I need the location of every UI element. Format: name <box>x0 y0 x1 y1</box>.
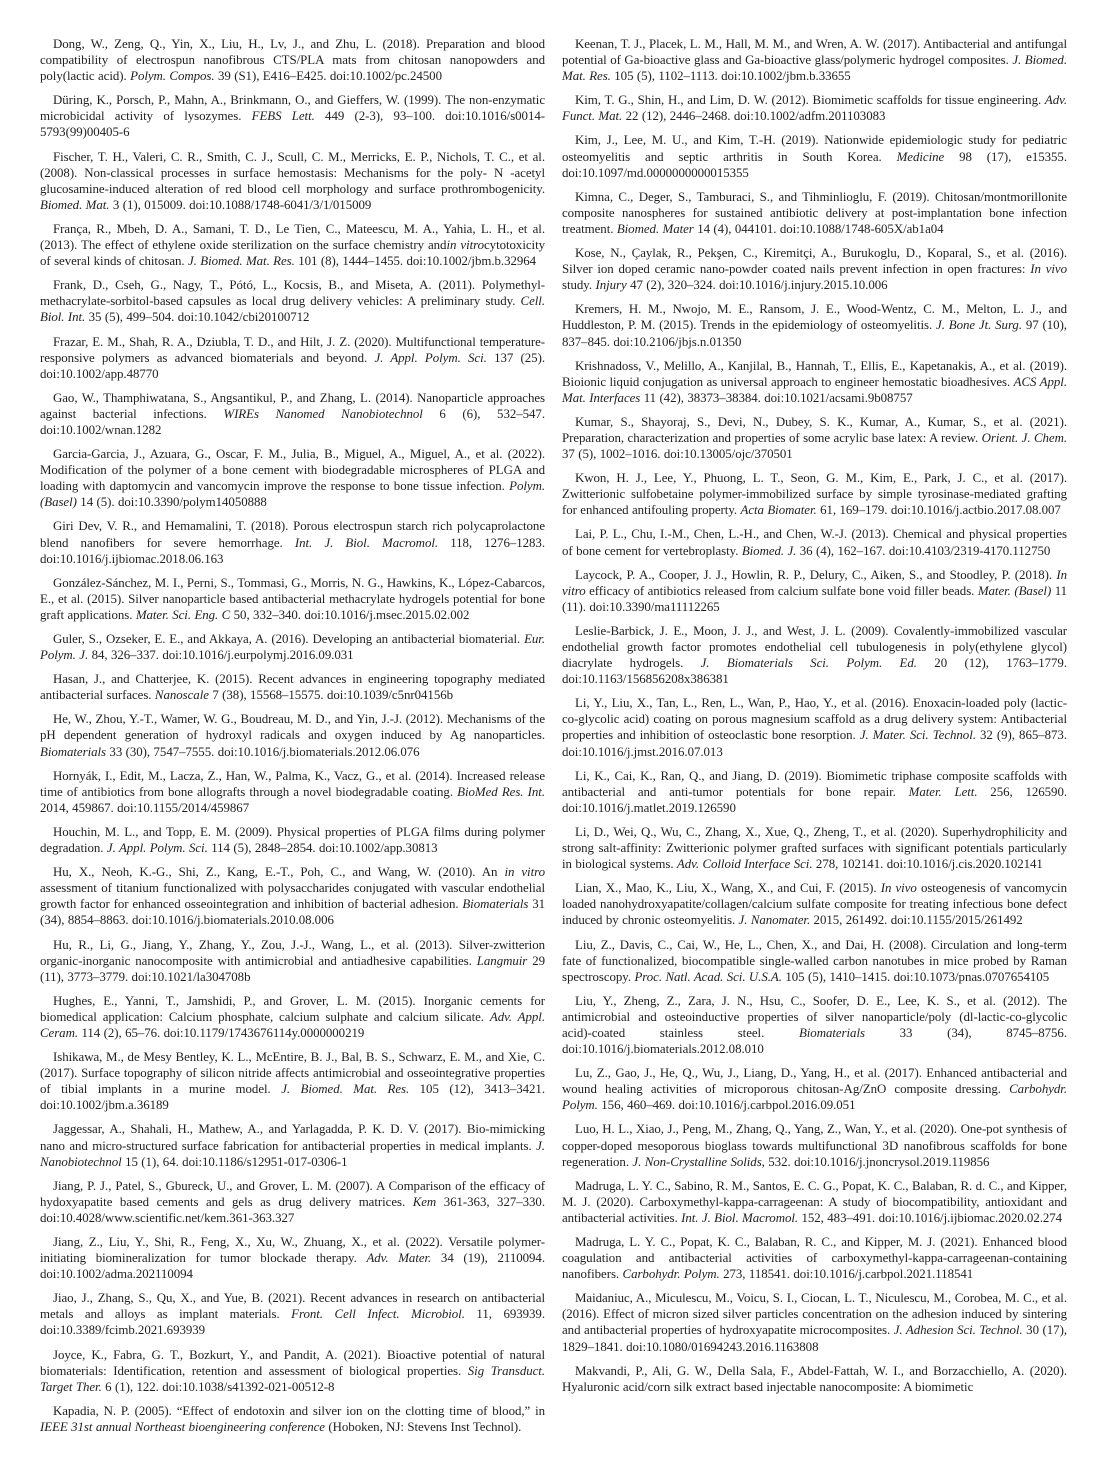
reference-entry <box>562 526 1067 558</box>
reference-entry <box>562 1178 1067 1226</box>
reference-text: Kumar, S., Shayoraj, S., Devi, N., Dubey, S. K., Kumar, A., Kumar, S., et al. (2021). Preparation, characterization and properties of some acrylic base latex: A review. <box>562 414 1067 445</box>
reference-text: Jiang, Z., Liu, Y., Shi, R., Feng, X., Xu, W., Zhuang, X., et al. (2022). Versatile polymer-initiating biomineralization for tumor blockade therapy. <box>40 1235 545 1266</box>
reference-text: Lu, Z., Gao, J., He, Q., Wu, J., Liang, D., Yang, H., et al. (2017). Enhanced antibacterial and wound healing activities of microporous chitosan-Ag/ZnO composite dressing. <box>562 1066 1067 1097</box>
reference-entry <box>562 567 1067 615</box>
reference-text: 7 (38), 15568–15575. doi:10.1039/c5nr04156b <box>208 688 454 703</box>
reference-italic-text: IEEE 31st annual Northeast bioengineering conference <box>40 1419 325 1434</box>
reference-italic-text: Orient. J. Chem. <box>981 430 1068 445</box>
reference-text: Kim, T. G., Shin, H., and Lim, D. W. (2012). Biomimetic scaffolds for tissue engineering. <box>575 93 1045 108</box>
reference-italic-text: ACS Appl. Mat. Interfaces <box>562 374 1067 405</box>
reference-text: 33 (30), 7547–7555. doi:10.1016/j.biomaterials.2012.06.076 <box>106 744 420 759</box>
reference-entry <box>40 1121 545 1169</box>
reference-text: 361-363, 327–330. doi:10.4028/www.scientific.net/kem.361-363.327 <box>40 1194 545 1225</box>
reference-entry <box>40 149 545 213</box>
reference-text: 34 (19), 2110094. doi:10.1002/adma.202110094 <box>40 1251 545 1282</box>
reference-italic-text: Biomed. Mat. <box>40 197 110 212</box>
reference-entry <box>562 189 1067 237</box>
reference-entry <box>562 1234 1067 1282</box>
reference-text: Jaggessar, A., Shahali, H., Mathew, A., and Yarlagadda, P. K. D. V. (2017). Bio-mimicking nano and micro-structured surface fabrication for antibacterial properties in medical implants. <box>40 1122 545 1153</box>
reference-text: 2014, 459867. doi:10.1155/2014/459867 <box>40 800 250 815</box>
reference-italic-text: Medicine <box>896 149 945 164</box>
reference-entry <box>40 711 545 759</box>
reference-text: Ishikawa, M., de Mesy Bentley, K. L., McEntire, B. J., Bal, B. S., Schwarz, E. M., and Xie, C. (2017). Surface topography of silicon nitride affects antimicrobial and osseointegrative properties of tibial implants in a murine model. <box>40 1050 545 1097</box>
reference-italic-text: Biomaterials <box>462 897 529 912</box>
reference-italic-text: Mater. Sci. Eng. C <box>135 607 231 622</box>
reference-text: Hughes, E., Yanni, T., Jamshidi, P., and Grover, L. M. (2015). Inorganic cements for biomedical application: Calcium phosphate, calcium sulphate and calcium silicate. <box>40 993 545 1024</box>
reference-entry <box>562 132 1067 180</box>
reference-text: 20 (12), 1763–1779. doi:10.1163/156856208x386381 <box>562 656 1067 687</box>
reference-text: 6 (1), 122. doi:10.1038/s41392-021-00512-8 <box>101 1379 335 1394</box>
reference-italic-text: Mater. Lett. <box>908 784 978 799</box>
reference-entry <box>40 277 545 325</box>
reference-text: 31 (34), 8854–8863. doi:10.1016/j.biomaterials.2010.08.006 <box>40 897 545 928</box>
reference-italic-text: Int. J. Biol. Macromol. <box>681 1210 799 1225</box>
reference-entry <box>40 864 545 928</box>
reference-text: Liu, Z., Davis, C., Cai, W., He, L., Chen, X., and Dai, H. (2008). Circulation and long-term fate of functionalized, biocompatible single-walled carbon nanotubes in mice probed by Raman spectroscopy. <box>562 937 1067 984</box>
reference-text: Laycock, P. A., Cooper, J. J., Howlin, R. P., Delury, C., Aiken, S., and Stoodley, P. (2018). <box>575 567 1057 582</box>
reference-text: Joyce, K., Fabra, G. T., Bozkurt, Y., and Pandit, A. (2021). Bioactive potential of natural biomaterials: Identification, retention and assessment of biological properties. <box>40 1347 545 1378</box>
reference-italic-text: Polym. Compos. <box>130 69 215 84</box>
reference-italic-text: Eur. Polym. J. <box>40 632 545 663</box>
reference-text: Kwon, H. J., Lee, Y., Phuong, L. T., Seon, G. M., Kim, E., Park, J. C., et al. (2017). Zwitterionic sulfobetaine polymer-immobilized surface by simple tyrosinase-mediated grafting for enhanced antifouling property. <box>562 471 1067 518</box>
reference-text: Lai, P. L., Chu, I.-M., Chen, L.-H., and Chen, W.-J. (2013). Chemical and physical properties of bone cement for vertebroplasty. <box>562 527 1067 558</box>
reference-text: 22 (12), 2446–2468. doi:10.1002/adfm.201103083 <box>622 109 886 124</box>
reference-text: study. <box>562 278 596 293</box>
reference-text: (Hoboken, NJ: Stevens Inst Technol). <box>324 1419 522 1434</box>
reference-text: Kimna, C., Deger, S., Tamburaci, S., and Tihminlioglu, F. (2019). Chitosan/montmorillonite composite nanospheres for sustained antibiotic delivery at post-implantation bone infection treatment. <box>562 189 1067 236</box>
reference-text: 33 (34), 8745–8756. doi:10.1016/j.biomaterials.2012.08.010 <box>562 1025 1067 1057</box>
reference-text: 97 (10), 837–845. doi:10.2106/jbjs.n.01350 <box>562 318 1067 349</box>
reference-italic-text: BioMed Res. Int. <box>457 784 545 799</box>
reference-italic-text: Polym. (Basel) <box>40 479 545 510</box>
reference-text: Kim, J., Lee, M. U., and Kim, T.-H. (2019). Nationwide epidemiologic study for pediatric osteomyelitis and septic arthritis in South Korea. <box>562 133 1067 164</box>
reference-italic-text: Mater. (Basel) <box>977 583 1052 598</box>
reference-text: Makvandi, P., Ali, G. W., Della Sala, F., Abdel-Fattah, W. I., and Borzacchiello, A. (2020). Hyaluronic acid/corn silk extract based injectable nanocomposite: A biomimetic <box>562 1363 1067 1394</box>
reference-text: 84, 326–337. doi:10.1016/j.eurpolymj.2016.09.031 <box>88 648 354 663</box>
reference-text: 152, 483–491. doi:10.1016/j.ijbiomac.2020.02.274 <box>798 1210 1063 1225</box>
reference-italic-text: Carbohydr. Polym. <box>622 1267 720 1282</box>
reference-text: 47 (2), 320–324. doi:10.1016/j.injury.2015.10.006 <box>626 278 888 293</box>
reference-entry <box>40 631 545 663</box>
reference-italic-text: in vitro <box>446 238 485 253</box>
reference-entry <box>40 1290 545 1338</box>
reference-text: 37 (5), 1002–1016. doi:10.13005/ojc/370501 <box>562 447 793 462</box>
reference-entry <box>562 358 1067 406</box>
reference-text: 6 (6), 532–547. doi:10.1002/wnan.1282 <box>40 406 545 437</box>
reference-entry <box>40 390 545 438</box>
reference-entry <box>562 470 1067 518</box>
reference-text: 114 (5), 2848–2854. doi:10.1002/app.30813 <box>207 841 438 856</box>
reference-italic-text: in vitro <box>504 865 545 880</box>
reference-text: Houchin, M. L., and Topp, E. M. (2009). Physical properties of PLGA films during polymer degradation. <box>40 824 545 856</box>
reference-italic-text: Langmuir <box>476 953 528 968</box>
reference-text: 118, 1276–1283. doi:10.1016/j.ijbiomac.2018.06.163 <box>40 535 545 566</box>
reference-text: Hu, R., Li, G., Jiang, Y., Zhang, Y., Zou, J.-J., Wang, L., et al. (2013). Silver-zwitterion organic-inorganic nanocomposite with antimicrobial and antiadhesive capabilities. <box>40 937 545 968</box>
reference-entry <box>562 623 1067 687</box>
reference-entry <box>40 1049 545 1113</box>
reference-entry <box>562 92 1067 124</box>
reference-italic-text: J. Appl. Polym. Sci. <box>374 350 487 365</box>
reference-entry <box>562 695 1067 759</box>
reference-italic-text: Int. J. Biol. Macromol. <box>294 535 439 550</box>
reference-text: 11 (42), 38373–38384. doi:10.1021/acsami.9b08757 <box>640 390 913 405</box>
reference-text: 449 (2-3), 93–100. doi:10.1016/s0014-5793(99)00405-6 <box>40 109 545 140</box>
reference-text: He, W., Zhou, Y.-T., Wamer, W. G., Boudreau, M. D., and Yin, J.-J. (2012). Mechanisms of the pH dependent generation of hydroxyl radicals and oxygen induced by Ag nanoparticles. <box>40 712 545 743</box>
reference-text: Fischer, T. H., Valeri, C. R., Smith, C. J., Scull, C. M., Merricks, E. P., Nichols, T. C., et al. (2008). Non-classical processes in surface hemostasis: Mechanisms for the poly- N -acetyl glucosamine-induced alteration of red blood cell morphology and surface prothrombogenicity. <box>40 149 545 196</box>
reference-italic-text: J. Non-Crystalline Solids <box>632 1154 762 1169</box>
reference-text: Jiao, J., Zhang, S., Qu, X., and Yue, B. (2021). Recent advances in research on antibacterial metals and alloys as implant materials. <box>40 1291 545 1322</box>
reference-entry <box>40 1234 545 1282</box>
reference-italic-text: Cell. Biol. Int. <box>40 294 545 325</box>
reference-italic-text: FEBS Lett. <box>251 109 315 124</box>
reference-text: 105 (5), 1410–1415. doi:10.1073/pnas.0707654105 <box>781 969 1050 984</box>
reference-text: Garcia-Garcia, J., Azuara, G., Oscar, F. M., Julia, B., Miguel, A., Miguel, A., et al. (2022). Modification of the polymer of a bone cement with biodegradable microspheres of PLGA and loading with daptomycin and vancomycin improve the response to bone tissue infection. <box>40 447 545 494</box>
reference-text: Leslie-Barbick, J. E., Moon, J. J., and West, J. L. (2009). Covalently-immobilized vascular endothelial growth factor promotes endothelial cell tubulogenesis in poly(ethylene glycol) diacrylate hydrogels. <box>562 623 1067 671</box>
reference-text: Keenan, T. J., Placek, L. M., Hall, M. M., and Wren, A. W. (2017). Antibacterial and antifungal potential of Ga-bioactive glass and Ga-bioactive glass/polymeric hydrogel composites. <box>562 37 1067 68</box>
reference-italic-text: Adv. Mater. <box>366 1251 432 1266</box>
reference-text: Liu, Y., Zheng, Z., Zara, J. N., Hsu, C., Soofer, D. E., Lee, K. S., et al. (2012). The antimicrobial and osteoinductive properties of silver nanoparticle/poly (dl-lactic-co-glycolic acid)-coated stainless steel. <box>562 993 1067 1040</box>
reference-text: Madruga, L. Y. C., Sabino, R. M., Santos, E. C. G., Popat, K. C., Balaban, R. d. C., and Kipper, M. J. (2020). Carboxymethyl-kappa-carrageenan: A study of biocompatibility, antioxidant and antibacterial activities. <box>562 1178 1067 1225</box>
reference-entry <box>40 993 545 1041</box>
reference-italic-text: J. Mater. Sci. Technol. <box>859 728 976 743</box>
reference-text: Gao, W., Thamphiwatana, S., Angsantikul, P., and Zhang, L. (2014). Nanoparticle approaches against bacterial infections. <box>40 390 545 421</box>
reference-text: 14 (5). doi:10.3390/polym14050888 <box>76 495 267 510</box>
reference-text: 105 (12), 3413–3421. doi:10.1002/jbm.a.36189 <box>40 1082 545 1113</box>
reference-entry <box>562 768 1067 816</box>
reference-text: França, R., Mbeh, D. A., Samani, T. D., Le Tien, C., Mateescu, M. A., Yahia, L. H., et al. (2013). The effect of ethylene oxide sterilization on the surface chemistry and <box>40 221 545 253</box>
reference-italic-text: J. Biomed. Mat. Res. <box>562 53 1067 84</box>
reference-text: Hu, X., Neoh, K.-G., Shi, Z., Kang, E.-T., Poh, C., and Wang, W. (2010). An <box>53 865 505 880</box>
reference-entry <box>40 92 545 140</box>
reference-entry <box>562 993 1067 1057</box>
reference-text: Hornyák, I., Edit, M., Lacza, Z., Han, W., Palma, K., Vacz, G., et al. (2014). Increased release time of antibiotics from bone allografts through a novel biodegradable coating. <box>40 768 545 799</box>
reference-entry <box>40 575 545 623</box>
reference-text: Dong, W., Zeng, Q., Yin, X., Liu, H., Lv, J., and Zhu, L. (2018). Preparation and blood compatibility of electrospun nanofibrous CTS/PLA mats from chitosan nanopowders and poly(lactic acid). <box>40 37 545 84</box>
reference-entry <box>562 937 1067 985</box>
reference-entry <box>40 824 545 856</box>
reference-italic-text: J. Biomed. Mat. Res. <box>188 254 295 269</box>
reference-entry <box>562 414 1067 462</box>
reference-text: 2015, 261492. doi:10.1155/2015/261492 <box>810 913 1023 928</box>
reference-text: 36 (4), 162–167. doi:10.4103/2319-4170.112750 <box>796 543 1051 558</box>
reference-text: Guler, S., Ozseker, E. E., and Akkaya, A. (2016). Developing an antibacterial biomaterial. <box>53 632 525 646</box>
reference-text: 278, 102141. doi:10.1016/j.cis.2020.102141 <box>812 857 1043 872</box>
reference-entry <box>562 824 1067 872</box>
reference-italic-text: Adv. Funct. Mat. <box>562 93 1067 124</box>
reference-text: Maidaniuc, A., Miculescu, M., Voicu, S. I., Ciocan, L. T., Niculescu, M., Corobea, M. C., et al. (2016). Effect of micron sized silver particles concentration on the adhesion induced by sintering and antibacterial properties of hydroxyapatite microcomposites. <box>562 1291 1067 1338</box>
reference-text: 137 (25). doi:10.1002/app.48770 <box>40 350 545 381</box>
reference-entry <box>562 301 1067 349</box>
reference-text: Hasan, J., and Chatterjee, K. (2015). Recent advances in engineering topography mediated antibacterial surfaces. <box>40 672 545 703</box>
reference-text: Jiang, P. J., Patel, S., Gbureck, U., and Grover, L. M. (2007). A Comparison of the efficacy of hydoxyapatite based cements and gels as drug delivery matrices. <box>40 1178 545 1209</box>
reference-italic-text: Adv. Colloid Interface Sci. <box>676 857 813 872</box>
reference-italic-text: Nanoscale <box>154 688 209 703</box>
references-column-left <box>40 36 545 1461</box>
reference-italic-text: J. Bone Jt. Surg. <box>936 318 1022 333</box>
reference-italic-text: J. Nanomater. <box>738 913 811 928</box>
reference-italic-text: Biomed. Mater <box>616 221 694 236</box>
reference-entry <box>562 880 1067 928</box>
reference-text: 32 (9), 865–873. doi:10.1016/j.jmst.2016.07.013 <box>562 728 1067 759</box>
reference-text: , 532. doi:10.1016/j.jnoncrysol.2019.119856 <box>761 1154 990 1169</box>
reference-text: Li, D., Wei, Q., Wu, C., Zhang, X., Xue, Q., Zheng, T., et al. (2020). Superhydrophilicity and strong salt-affinity: Zwitterionic polymer grafted surfaces with significant potentials particularly in biological systems. <box>562 824 1067 872</box>
reference-italic-text: In vitro <box>562 567 1067 598</box>
reference-text: Madruga, L. Y. C., Popat, K. C., Balaban, R. C., and Kipper, M. J. (2021). Enhanced blood coagulation and antibacterial activities of carboxymethyl-kappa-carrageenan-containing nanofibers. <box>562 1235 1067 1282</box>
reference-text: 156, 460–469. doi:10.1016/j.carbpol.2016.09.051 <box>597 1098 856 1113</box>
reference-italic-text: J. Adhesion Sci. Technol. <box>893 1323 1023 1338</box>
reference-italic-text: J. Nanobiotechnol <box>40 1138 545 1169</box>
reference-entry <box>40 334 545 382</box>
reference-italic-text: J. Biomed. Mat. Res. <box>281 1082 410 1097</box>
reference-entry <box>40 671 545 703</box>
reference-italic-text: Adv. Appl. Ceram. <box>40 1009 545 1040</box>
reference-entry <box>562 1121 1067 1169</box>
reference-italic-text: Front. Cell Infect. Microbiol. <box>291 1307 465 1322</box>
reference-text: González-Sánchez, M. I., Perni, S., Tommasi, G., Morris, N. G., Hawkins, K., López-Cabarcos, E., et al. (2015). Silver nanoparticle based antibacterial methacrylate hydrogels potential for bone graft applications. <box>40 575 545 622</box>
reference-italic-text: Kem <box>412 1194 437 1209</box>
reference-entry <box>562 245 1067 293</box>
reference-italic-text: Proc. Natl. Acad. Sci. U.S.A. <box>634 969 782 984</box>
reference-text: 256, 126590. doi:10.1016/j.matlet.2019.126590 <box>562 784 1068 815</box>
reference-italic-text: Carbohydr. Polym. <box>562 1082 1067 1113</box>
reference-italic-text: In vivo <box>880 881 917 896</box>
reference-italic-text: Biomed. J. <box>741 543 797 558</box>
reference-text: 50, 332–340. doi:10.1016/j.msec.2015.02.002 <box>230 607 470 622</box>
reference-text: 114 (2), 65–76. doi:10.1179/1743676114y.0000000219 <box>78 1025 365 1040</box>
reference-text: 3 (1), 015009. doi:10.1088/1748-6041/3/1/015009 <box>109 197 372 212</box>
reference-text: osteogenesis of vancomycin loaded nanohydroxyapatite/collagen/calcium sulfate composite for treating infectious bone defect induced by chronic osteomyelitis. <box>562 881 1067 928</box>
reference-entry <box>562 1290 1067 1354</box>
reference-text: Düring, K., Porsch, P., Mahn, A., Brinkmann, O., and Gieffers, W. (1999). The non-enzymatic microbicidal activity of lysozymes. <box>40 93 545 124</box>
reference-text: Frazar, E. M., Shah, R. A., Dziubla, T. D., and Hilt, J. Z. (2020). Multifunctional temperature-responsive polymers as advanced biomaterials and beyond. <box>40 334 545 365</box>
reference-entry <box>562 1363 1067 1395</box>
reference-text: 39 (S1), E416–E425. doi:10.1002/pc.24500 <box>214 69 442 84</box>
reference-entry <box>40 221 545 269</box>
reference-entry <box>40 36 545 84</box>
reference-text: Giri Dev, V. R., and Hemamalini, T. (2018). Porous electrospun starch rich polycaprolactone blend nanofibers for severe hemorrhage. <box>40 519 545 550</box>
reference-text: cytotoxicity of several kinds of chitosan. <box>40 238 545 269</box>
references-column-right <box>562 36 1067 1461</box>
reference-text: 14 (4), 044101. doi:10.1088/1748-605X/ab1a04 <box>693 221 944 236</box>
reference-entry <box>562 1065 1067 1113</box>
reference-italic-text: Injury <box>595 278 627 293</box>
reference-italic-text: In vivo <box>1030 262 1067 277</box>
reference-italic-text: Biomaterials <box>798 1025 865 1040</box>
reference-italic-text: J. Appl. Polym. Sci. <box>106 841 208 856</box>
reference-text: 105 (5), 1102–1113. doi:10.1002/jbm.b.33655 <box>610 69 851 84</box>
reference-entry <box>40 518 545 566</box>
reference-italic-text: J. Biomaterials Sci. Polym. Ed. <box>700 656 917 671</box>
reference-text: Kose, N., Çaylak, R., Pekşen, C., Kiremitçi, A., Burukoglu, D., Koparal, S., et al. (2016). Silver ion doped ceramic nano-powder coated nails prevent infection in open fractures: <box>562 246 1067 277</box>
reference-text: assessment of titanium functionalized with polysaccharides conjugated with vascular endothelial growth factor for enhanced osseointegration and inhibition of bacterial adhesion. <box>40 881 545 912</box>
reference-entry <box>40 1347 545 1395</box>
reference-italic-text: Acta Biomater. <box>740 503 817 518</box>
reference-text: Kremers, H. M., Nwojo, M. E., Ransom, J. E., Wood-Wentz, C. M., Melton, L. J., and Huddleston, P. M. (2015). Trends in the epidemiology of osteomyelitis. <box>562 302 1067 333</box>
reference-text: 273, 118541. doi:10.1016/j.carbpol.2021.118541 <box>719 1267 974 1282</box>
reference-text: 15 (1), 64. doi:10.1186/s12951-017-0306-1 <box>121 1154 348 1169</box>
reference-italic-text: Biomaterials <box>40 744 106 759</box>
reference-text: Lian, X., Mao, K., Liu, X., Wang, X., and Cui, F. (2015). <box>575 881 881 896</box>
reference-italic-text: Sig Transduct. Target Ther. <box>40 1363 545 1394</box>
reference-italic-text: WIREs Nanomed Nanobiotechnol <box>223 406 423 421</box>
reference-text: Krishnadoss, V., Melillo, A., Kanjilal, B., Hannah, T., Ellis, E., Kapetanakis, A., et al. (2019). Bioionic liquid conjugation as universal approach to engineer hemostatic bioadhesives. <box>562 358 1067 389</box>
reference-entry <box>40 1178 545 1226</box>
reference-text: Li, K., Cai, K., Ran, Q., and Jiang, D. (2019). Biomimetic triphase composite scaffolds with antibacterial and anti-tumor potentials for bone repair. <box>562 768 1067 799</box>
reference-text: 11, 693939. doi:10.3389/fcimb.2021.693939 <box>40 1307 545 1338</box>
reference-text: Frank, D., Cseh, G., Nagy, T., Pótó, L., Kocsis, B., and Miseta, A. (2011). Polymethyl-methacrylate-sorbitol-based capsules as local drug delivery vehicles: A preliminary study. <box>40 278 545 309</box>
reference-entry <box>40 768 545 816</box>
reference-text: Kapadia, N. P. (2005). “Effect of endotoxin and silver ion on the clotting time of blood,” in <box>53 1403 545 1418</box>
reference-text: 30 (17), 1829–1841. doi:10.1080/01694243.2016.1163808 <box>562 1323 1067 1354</box>
reference-entry <box>562 36 1067 84</box>
reference-text: 35 (5), 499–504. doi:10.1042/cbi20100712 <box>85 310 310 325</box>
reference-text: Li, Y., Liu, X., Tan, L., Ren, L., Wan, P., Hao, Y., et al. (2016). Enoxacin-loaded poly (lactic-co-glycolic acid) coating on porous magnesium scaffold as a drug delivery system: Antibacterial properties and inhibition of osteoclastic bone resorption. <box>562 696 1067 743</box>
reference-text: 29 (11), 3773–3779. doi:10.1021/la304708b <box>40 953 545 984</box>
reference-entry <box>40 1403 545 1435</box>
reference-text: 101 (8), 1444–1455. doi:10.1002/jbm.b.32964 <box>294 254 537 269</box>
reference-entry <box>40 937 545 985</box>
reference-entry <box>40 446 545 510</box>
reference-text: 61, 169–179. doi:10.1016/j.actbio.2017.08.007 <box>816 503 1061 518</box>
reference-text: efficacy of antibiotics released from calcium sulfate bone void filler beads. <box>585 583 978 598</box>
reference-text: 11 (11). doi:10.3390/ma11112265 <box>562 583 1067 614</box>
reference-text: 98 (17), e15355. doi:10.1097/md.0000000000015355 <box>562 149 1067 180</box>
reference-text: Luo, H. L., Xiao, J., Peng, M., Zhang, Q., Yang, Z., Wan, Y., et al. (2020). One-pot synthesis of copper-doped mesoporous bioglass towards multifunctional 3D nanofibrous scaffolds for bone regeneration. <box>562 1122 1067 1169</box>
